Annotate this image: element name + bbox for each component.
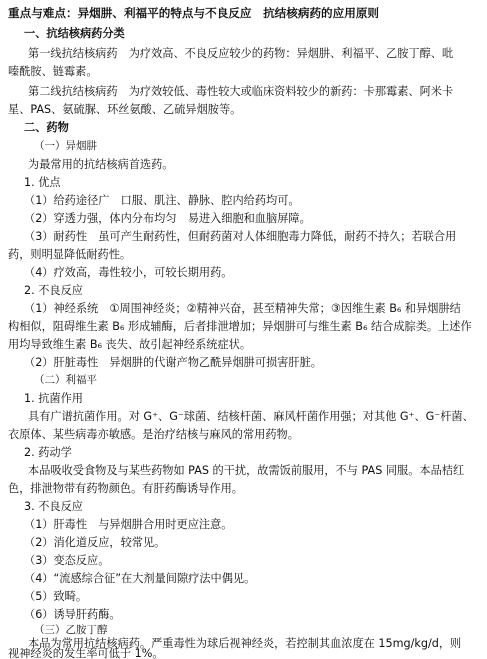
- rifampicin-action-line-2: 衣原体、某些病毒亦敏感。是治疗结核与麻风的常用药物。: [8, 428, 299, 441]
- drug-title-rifampicin: （二）利福平: [34, 374, 97, 386]
- first-line-drugs-line-1: 第一线抗结核病药 为疗效高、不良反应较少的药物：异烟肼、利福平、乙胺丁醇、吡: [28, 47, 454, 60]
- ethambutol-line-1: 本品为常用抗结核病药。严重毒性为球后视神经炎，若控制其血浓度在 15mg/kg/d，则: [28, 637, 462, 650]
- header-prefix: 重点与难点：: [8, 6, 78, 20]
- second-line-drugs-line-2: 星、PAS、氨硫脲、环丝氨酸、乙硫异烟胺等。: [8, 103, 242, 116]
- isoniazid-adverse-2: （2）肝脏毒性 异烟肼的代谢产物乙酰异烟肼可损害肝脏。: [24, 356, 322, 369]
- isoniazid-adverse-title: 2. 不良反应: [24, 284, 83, 297]
- header-text: 异烟肼、利福平的特点与不良反应 抗结核病药的应用原则: [77, 6, 380, 20]
- rifampicin-pk-line-2: 色，排泄物带有药物颜色。有肝药酶诱导作用。: [8, 482, 243, 495]
- isoniazid-adverse-1-line-1: （1）神经系统 ①周围神经炎；②精神兴奋，甚至精神失常；③因维生素 B₆ 和异烟肼结: [24, 302, 461, 315]
- rifampicin-pk-title: 2. 药动学: [24, 446, 72, 459]
- drug-title-ethambutol: （三）乙胺丁醇: [34, 624, 108, 636]
- rifampicin-adverse-5: （5）致畸。: [24, 590, 88, 603]
- isoniazid-adverse-1-line-2: 构相似，阻碍维生素 B₆ 形成辅酶，后者排泄增加；异烟肼可与维生素 B₆ 结合成腙类。上述作: [8, 320, 472, 333]
- rifampicin-adverse-1: （1）肝毒性 与异烟肼合用时更应注意。: [24, 518, 233, 531]
- isoniazid-advantage-3-line-2: 药，则明显降低耐药性。: [8, 248, 132, 261]
- isoniazid-adverse-1-line-3: 用均导致维生素 B₆ 丧失、故引起神经系统症状。: [8, 338, 252, 351]
- drug-title-isoniazid: （一）异烟肼: [34, 140, 97, 152]
- first-line-drugs-line-2: 嗪酰胺、链霉素。: [8, 65, 98, 78]
- rifampicin-adverse-3: （3）变态反应。: [24, 554, 110, 567]
- isoniazid-advantage-3-line-1: （3）耐药性 虽可产生耐药性，但耐药菌对人体细胞毒力降低，耐药不持久；若联合用: [24, 230, 457, 243]
- header-line: [8, 6, 479, 21]
- isoniazid-advantage-2: （2）穿透力强，体内分布均匀 易进入细胞和血脑屏障。: [24, 212, 311, 225]
- ethambutol-line-2: 视神经炎的发生率可低于 1%。: [8, 648, 164, 659]
- rifampicin-action-line-1: 具有广谱抗菌作用。对 G⁺、G⁻球菌、结核杆菌、麻风杆菌作用强；对其他 G⁺、G⁻杆菌、: [28, 410, 474, 423]
- second-line-drugs-line-1: 第二线抗结核病药 为疗效较低、毒性较大或临床资料较少的新药：卡那霉素、阿米卡: [28, 85, 454, 98]
- isoniazid-intro: 为最常用的抗结核病首选药。: [28, 158, 174, 171]
- rifampicin-adverse-2: （2）消化道反应，较常见。: [24, 536, 166, 549]
- rifampicin-adverse-4: （4）“流感综合征”在大剂量间隙疗法中偶见。: [24, 572, 256, 585]
- rifampicin-adverse-title: 3. 不良反应: [24, 500, 83, 513]
- isoniazid-advantage-4: （4）疗效高，毒性较小，可较长期用药。: [24, 266, 233, 279]
- rifampicin-pk-line-1: 本品吸收受食物及与某些药物如 PAS 的干扰，故需饭前服用，不与 PAS 同服。本品桔红: [28, 464, 465, 477]
- section-heading-drugs: 二、药物: [24, 121, 69, 134]
- isoniazid-advantages-title: 1. 优点: [24, 176, 61, 189]
- rifampicin-adverse-6: （6）诱导肝药酶。: [24, 608, 121, 621]
- isoniazid-advantage-1: （1）给药途径广 口服、肌注、静脉、腔内给药均可。: [24, 194, 300, 207]
- section-heading-classification: 一、抗结核病药分类: [24, 27, 125, 40]
- rifampicin-action-title: 1. 抗菌作用: [24, 392, 83, 405]
